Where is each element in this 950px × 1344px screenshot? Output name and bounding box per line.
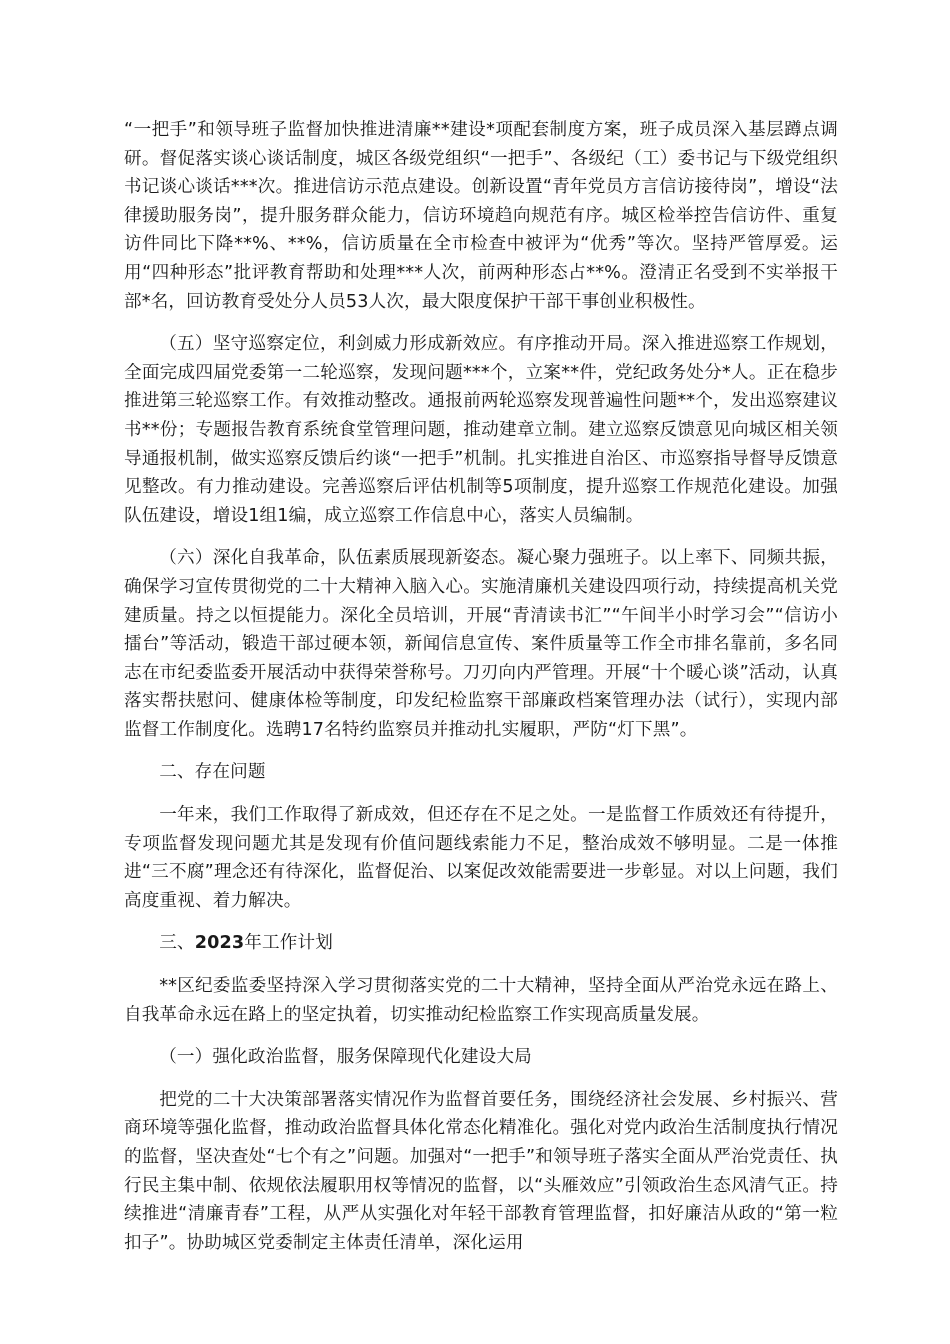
document-page xyxy=(124,116,838,1271)
subheading-political-supervision: （一）强化政治监督，服务保障现代化建设大局 xyxy=(159,1047,532,1068)
paragraph-plan-intro: **区纪委监委坚持深入学习贯彻落实党的二十大精神，坚持全面从严治党永远在路上、自我革命永远在路上的坚定执着，切实推动纪检监察工作实现高质量发展。 xyxy=(124,976,838,1025)
section-heading-work-plan-year: 2023 xyxy=(194,933,245,954)
section-heading-work-plan-suffix: 年工作计划 xyxy=(244,933,333,954)
paragraph-self-revolution: （六）深化自我革命，队伍素质展现新姿态。凝心聚力强班子。以上率下、同频共振，确保学习宣传贯彻党的二十大精神入脑入心。实施清廉机关建设四项行动，持续提高机关党建质量。持之以恒提能力。深化全员培训，开展“青清读书汇”“午间半小时学习会”“信访小擂台”等活动，锻造干部过硬本领，新闻信息宣传、案件质量等工作全市排名靠前，多名同志在市纪委监委开展活动中获得荣誉称号。刀刃向内严管理。开展“十个暖心谈”活动，认真落实帮扶慰问、健康体检等制度，印发纪检监察干部廉政档案管理办法（试行），实现内部监督工作制度化。选聘17名特约监察员并推动扎实履职，严防“灯下黑”。 xyxy=(124,548,838,740)
paragraph-inspection: （五）坚守巡察定位，利剑威力形成新效应。有序推动开局。深入推进巡察工作规划，全面完成四届党委第一二轮巡察，发现问题***个，立案**件，党纪政务处分*人。正在稳步推进第三轮巡察工作。有效推动整改。通报前两轮巡察发现普遍性问题**个，发出巡察建议书**份；专题报告教育系统食堂管理问题，推动建章立制。建立巡察反馈意见向城区相关领导通报机制，做实巡察反馈后约谈“一把手”机制。扎实推进自治区、市巡察指导督导反馈意见整改。有力推动建设。完善巡察后评估机制等5项制度，提升巡察工作规范化建设。加强队伍建设，增设1组1编，成立巡察工作信息中心，落实人员编制。 xyxy=(124,334,838,526)
section-heading-work-plan xyxy=(124,929,838,958)
section-heading-problems: 二、存在问题 xyxy=(159,762,266,783)
section-heading-work-plan-prefix: 三、 xyxy=(159,933,195,954)
paragraph-political-supervision: 把党的二十大决策部署落实情况作为监督首要任务，围绕经济社会发展、乡村振兴、营商环境等强化监督，推动政治监督具体化常态化精准化。强化对党内政治生活制度执行情况的监督，坚决查处“七个有之”问题。加强对“一把手”和领导班子落实全面从严治党责任、执行民主集中制、依规依法履职用权等情况的监督，以“头雁效应”引领政治生态风清气正。持续推进“清廉青春”工程，从严从实强化对年轻干部教育管理监督，扣好廉洁从政的“第一粒扣子”。协助城区党委制定主体责任清单，深化运用 xyxy=(124,1089,838,1253)
paragraph-problems: 一年来，我们工作取得了新成效，但还存在不足之处。一是监督工作质效还有待提升，专项监督发现问题尤其是发现有价值问题线索能力不足，整治成效不够明显。二是一体推进“三不腐”理念还有待深化，监督促治、以案促改效能需要进一步彰显。对以上问题，我们高度重视、着力解决。 xyxy=(124,805,838,911)
paragraph-continued-supervision: “一把手”和领导班子监督加快推进清廉**建设*项配套制度方案，班子成员深入基层蹲点调研。督促落实谈心谈话制度，城区各级党组织“一把手”、各级纪（工）委书记与下级党组织书记谈心谈话***次。推进信访示范点建设。创新设置“青年党员方言信访接待岗”，增设“法律援助服务岗”，提升服务群众能力，信访环境趋向规范有序。城区检举控告信访件、重复访件同比下降**%、**%，信访质量在全市检查中被评为“优秀”等次。坚持严管厚爱。运用“四种形态”批评教育帮助和处理***人次，前两种形态占**%。澄清正名受到不实举报干部*名，回访教育受处分人员53人次，最大限度保护干部干事创业积极性。 xyxy=(124,120,838,312)
